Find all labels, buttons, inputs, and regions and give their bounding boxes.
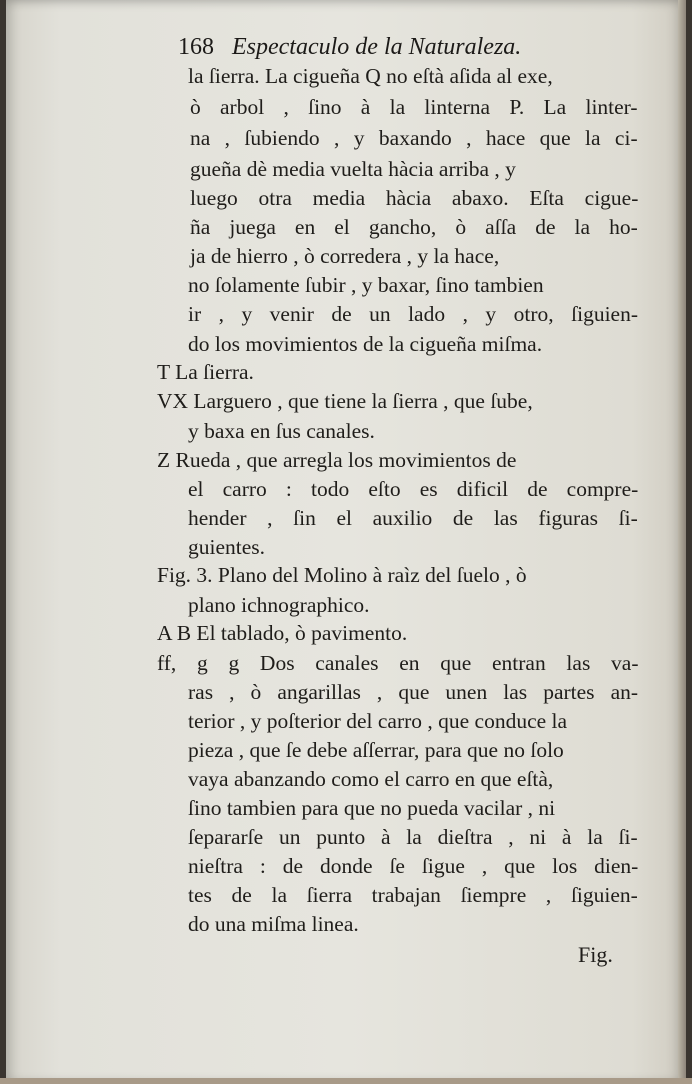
text-line: ja de hierro , ò corredera , y la hace,	[190, 244, 500, 268]
running-head	[178, 34, 521, 61]
text-line: ras , ò angarillas , que unen las partes an-	[188, 680, 639, 704]
page-number: 168	[178, 34, 214, 60]
catchword: Fig.	[578, 942, 613, 967]
text-line: do una miſma linea.	[188, 912, 359, 936]
text-line: nieſtra : de donde ſe ſigue , que los dien-	[188, 854, 639, 878]
text-line: ff, g g Dos canales en que entran las va-	[157, 651, 639, 675]
page-edge	[678, 0, 686, 1084]
text-line: no ſolamente ſubir , y baxar, ſino tambien	[188, 273, 544, 297]
text-line: ña juega en el gancho, ò aſſa de la ho-	[190, 215, 638, 239]
text-line: hender , ſin el auxilio de las figuras ſi-	[188, 506, 638, 530]
text-line: T La ſierra.	[157, 360, 254, 384]
page-bottom-edge	[0, 1078, 692, 1084]
text-line: pieza , que ſe debe aſſerrar, para que no ſolo	[188, 738, 564, 762]
text-line: y baxa en ſus canales.	[188, 419, 375, 443]
text-line: la ſierra. La cigueña Q no eſtà aſida al exe,	[188, 64, 553, 88]
text-line: ò arbol , ſino à la linterna P. La linter-	[190, 95, 638, 119]
text-line: ſepararſe un punto à la dieſtra , ni à la ſi-	[188, 825, 638, 849]
text-line: gueña dè media vuelta hàcia arriba , y	[190, 157, 516, 181]
text-line: vaya abanzando como el carro en que eſtà,	[188, 767, 554, 791]
text-line: Fig. 3. Plano del Molino à raìz del ſuelo , ò	[157, 563, 527, 587]
text-line: plano ichnographico.	[188, 593, 370, 617]
text-line: luego otra media hàcia abaxo. Eſta cigue-	[190, 186, 639, 210]
text-line: guientes.	[188, 535, 266, 559]
text-line: na , ſubiendo , y baxando , hace que la ci-	[190, 126, 638, 150]
text-line: VX Larguero , que tiene la ſierra , que ſube,	[157, 389, 533, 413]
text-line: ir , y venir de un lado , y otro, ſiguien-	[188, 302, 638, 326]
text-line: el carro : todo eſto es dificil de compre-	[188, 477, 639, 501]
running-title: Espectaculo de la Naturaleza.	[232, 34, 522, 60]
text-line: Z Rueda , que arregla los movimientos de	[157, 448, 517, 472]
text-line: ſino tambien para que no pueda vacilar , ni	[188, 796, 556, 820]
text-line: terior , y poſterior del carro , que conduce la	[188, 709, 568, 733]
text-line: A B El tablado, ò pavimento.	[157, 621, 408, 645]
text-line: do los movimientos de la cigueña miſma.	[188, 332, 543, 356]
text-line: tes de la ſierra trabajan ſiempre , ſiguien-	[188, 883, 638, 907]
